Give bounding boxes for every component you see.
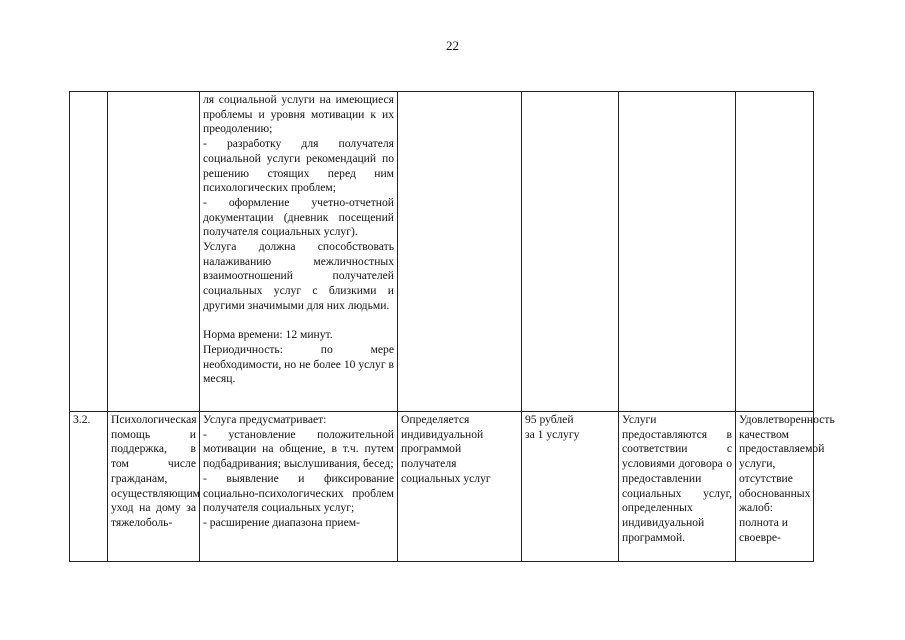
table-row	[70, 412, 814, 562]
cell-service-name	[108, 92, 200, 412]
cell-service-volume: Определяется индивидуальной программой получателя социальных услуг	[398, 412, 522, 562]
cell-service-quality	[736, 92, 814, 412]
cell-number	[70, 92, 108, 412]
cell-service-description: ля социальной услуги на имеющиеся проблемы и уровня мотивации к их преодолению; - разработку для получателя социальной услуги рекомендаций по решению стоящих перед ним психологических проблем; - оформление учетно-отчетной документации (дневник посещений получателя социальных услуг). Услуга должна способствовать налаживанию межличностных взаимоотношений получателей социальных услуг с близкими и другими значимыми для них людьми. Норма времени: 12 минут. Периодичность: по мере необходимости, но не более 10 услуг в месяц.	[200, 92, 398, 412]
cell-service-volume	[398, 92, 522, 412]
cell-number: 3.2.	[70, 412, 108, 562]
cell-service-description: Услуга предусматривает: - установление положительной мотивации на общение, в т.ч. путем подбадривания; выслушивания, бесед; - выявление и фиксирование социально-психологических проблем получателя социальных услуг; - расширение диапазона прием-	[200, 412, 398, 562]
cell-service-name: Психологическая помощь и поддержка, в том числе гражданам, осуществляющим уход на дому за тяжелоболь-	[108, 412, 200, 562]
cell-service-conditions: Услуги предоставляются в соответствии с условиями договора о предоставлении социальных услуг, определенных индивидуальной программой.	[619, 412, 736, 562]
cell-service-tariff: 95 рублей за 1 услугу	[522, 412, 619, 562]
table-row	[70, 92, 814, 412]
page-number: 22	[446, 38, 459, 53]
cell-service-conditions	[619, 92, 736, 412]
cell-service-tariff	[522, 92, 619, 412]
cell-service-quality: Удовлетворенность качеством предоставляемой услуги, отсутствие обоснованных жалоб: полнота и своевре-	[736, 412, 814, 562]
services-table	[69, 91, 835, 562]
